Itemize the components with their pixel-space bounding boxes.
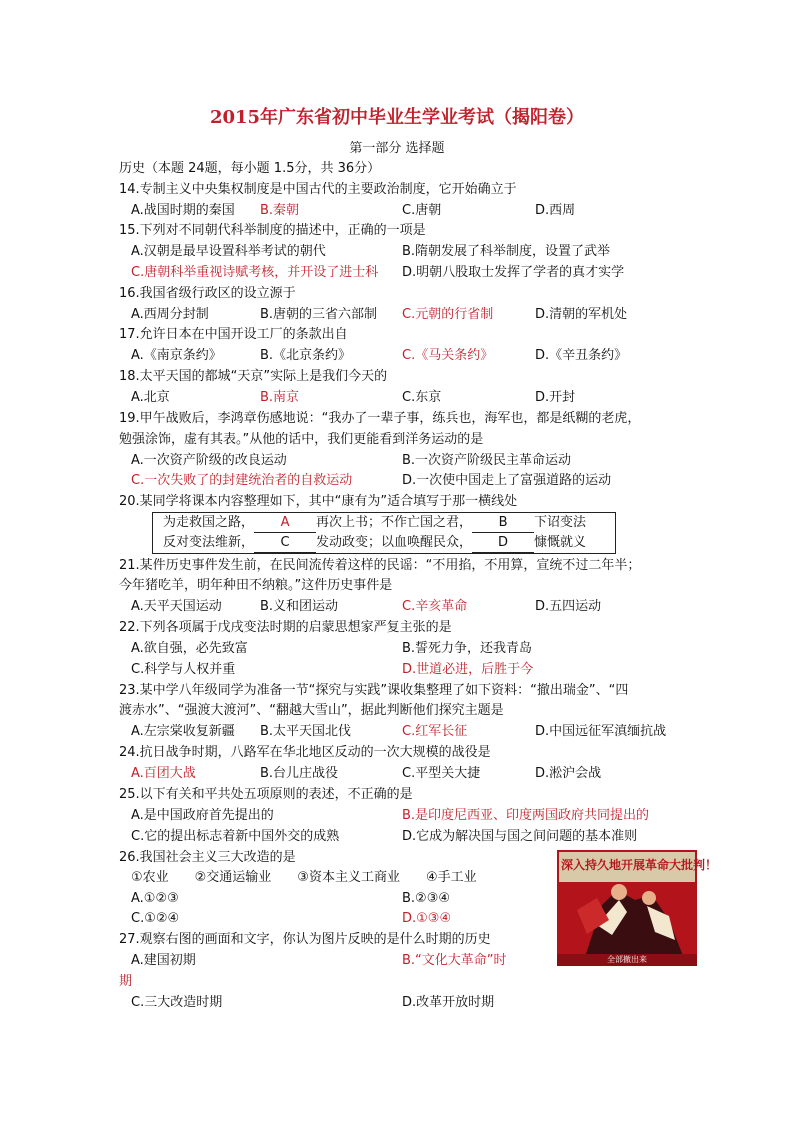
q26-option-d: D.①③④ [402, 911, 452, 926]
q26-option-a: A.①②③ [131, 891, 179, 906]
q24-option-c: C.平型关大捷 [402, 766, 481, 781]
q18-option-c: C.东京 [402, 390, 442, 405]
q21-option-a: A.天平天国运动 [131, 599, 222, 614]
question-18-stem: 18.太平天国的都城“天京”实际上是我们今天的 [119, 369, 388, 384]
q23-option-d: D.中国远征军滇缅抗战 [535, 724, 667, 739]
question-20-stem: 20.某同学将课本内容整理如下，其中“康有为”适合填写于那一横线处 [119, 494, 518, 509]
question-16-stem: 16.我国省级行政区的设立源于 [119, 286, 296, 301]
q25-option-a: A.是中国政府首先提出的 [131, 808, 274, 823]
q25-option-c: C.它的提出标志着新中国外交的成熟 [131, 829, 340, 844]
q24-option-d: D.淞沪会战 [535, 766, 602, 781]
question-15-stem: 15.下列对不同朝代科举制度的描述中，正确的一项是 [119, 223, 426, 238]
q14-option-c: C.唐朝 [402, 203, 442, 218]
q27-option-a: A.建国初期 [131, 953, 196, 968]
q14-option-d: D.西周 [535, 203, 576, 218]
question-26-items: ①农业 ②交通运输业 ③资本主义工商业 ④手工业 [131, 870, 477, 885]
q14-option-b: B.秦朝 [260, 203, 300, 218]
q18-option-b: B.南京 [260, 390, 300, 405]
q20-text-b-before: 再次上书；不作亡国之君， [316, 515, 473, 530]
q22-option-a: A.欲自强，必先致富 [131, 641, 248, 656]
question-17-stem: 17.允许日本在中国开设工厂的条款出自 [119, 327, 348, 342]
exam-title: 2015年广东省初中毕业生学业考试（揭阳卷） [209, 107, 585, 128]
q20-text-c-before: 反对变法维新， [163, 535, 255, 550]
q17-option-a: A.《南京条约》 [131, 348, 222, 363]
q21-option-d: D.五四运动 [535, 599, 602, 614]
q17-option-c: C.《马关条约》 [402, 348, 494, 363]
q23-option-b: B.太平天国北伐 [260, 724, 352, 739]
question-19-stem-line1: 19.甲午战败后，李鸿章伤感地说：“我办了一辈子事，练兵也，海军也，都是纸糊的老虎， [119, 411, 641, 426]
poster-slogan: 深入持久地开展革命大批判！ [561, 858, 718, 872]
cultural-revolution-poster-image [557, 850, 718, 966]
q24-option-b: B.台儿庄战役 [260, 766, 339, 781]
question-24-stem: 24.抗日战争时期，八路军在华北地区反动的一次大规模的战役是 [119, 745, 491, 760]
q27-option-b: B.“文化大革命”时 [402, 953, 507, 968]
q20-text-d-after: 慷慨就义 [534, 535, 587, 550]
q20-box-row2 [163, 534, 586, 553]
q15-option-d: D.明朝八股取士发挥了学者的真才实学 [402, 265, 625, 280]
q27-option-c: C.三大改造时期 [131, 995, 223, 1010]
q20-table-box [152, 512, 616, 554]
q15-option-b: B.隋朝发展了科举制度，设置了武举 [402, 244, 611, 259]
q20-blank-b: B [472, 514, 534, 533]
q15-option-a: A.汉朝是最早设置科举考试的朝代 [131, 244, 326, 259]
q21-option-c: C.辛亥革命 [402, 599, 468, 614]
q19-option-d: D.一次使中国走上了富强道路的运动 [402, 473, 612, 488]
q16-option-d: D.清朝的军机处 [535, 307, 628, 322]
q19-option-a: A.一次资产阶级的改良运动 [131, 453, 287, 468]
q19-option-c: C.一次失败了的封建统治者的自救运动 [131, 473, 353, 488]
question-22-stem: 22.下列各项属于戊戌变法时期的启蒙思想家严复主张的是 [119, 620, 452, 635]
q20-blank-d: D [472, 534, 534, 553]
question-26-stem: 26.我国社会主义三大改造的是 [119, 850, 296, 865]
q14-option-a: A.战国时期的秦国 [131, 203, 235, 218]
question-19-stem-line2: 勉强涂饰，虚有其表。”从他的话中，我们更能看到洋务运动的是 [119, 432, 484, 447]
q15-option-c: C.唐朝科举重视诗赋考核，并开设了进士科 [131, 265, 379, 280]
q23-option-a: A.左宗棠收复新疆 [131, 724, 235, 739]
q24-option-a: A.百团大战 [131, 766, 196, 781]
q20-text-b-after: 下诏变法 [534, 515, 587, 530]
q16-option-a: A.西周分封制 [131, 307, 209, 322]
q20-text-a-before: 为走救国之路， [163, 515, 255, 530]
poster-caption: 全部撤出来 [607, 955, 647, 964]
question-23-stem-line2: 渡赤水”、“强渡大渡河”、“翻越大雪山”，据此判断他们探究主题是 [119, 703, 504, 718]
question-21-stem-line1: 21.某件历史事件发生前，在民间流传着这样的民谣：“不用掐，不用算，宣统不过二年半； [119, 558, 641, 573]
question-21-stem-line2: 今年猪吃羊，明年种田不纳粮。”这件历史事件是 [119, 578, 393, 593]
question-27-stem: 27.观察右图的画面和文字，你认为图片反映的是什么时期的历史 [119, 932, 491, 947]
q26-option-b: B.②③④ [402, 891, 451, 906]
question-23-stem-line1: 23.某中学八年级同学为准备一节“探究与实践”课收集整理了如下资料：“撤出瑞金”、“四 [119, 683, 629, 698]
q20-box-row1 [163, 514, 586, 533]
section-heading: 第一部分 选择题 [349, 141, 445, 156]
q22-option-d: D.世道必进，后胜于今 [402, 662, 534, 677]
q20-text-d-before: 发动政变；以血唤醒民众， [316, 535, 473, 550]
section-intro: 历史（本题 24题，每小题 1.5分，共 36分） [119, 161, 381, 176]
q22-option-c: C.科学与人权并重 [131, 662, 236, 677]
q18-option-d: D.开封 [535, 390, 576, 405]
q27-option-b-wrap: 期 [119, 974, 133, 989]
q26-option-c: C.①②④ [131, 911, 180, 926]
q17-option-b: B.《北京条约》 [260, 348, 352, 363]
question-25-stem: 25.以下有关和平共处五项原则的表述，不正确的是 [119, 787, 413, 802]
q17-option-d: D.《辛丑条约》 [535, 348, 628, 363]
q27-option-d: D.改革开放时期 [402, 995, 495, 1010]
q23-option-c: C.红军长征 [402, 724, 468, 739]
q18-option-a: A.北京 [131, 390, 170, 405]
q25-option-d: D.它成为解决国与国之间问题的基本准则 [402, 829, 638, 844]
question-14-stem: 14.专制主义中央集权制度是中国古代的主要政治制度，它开始确立于 [119, 182, 517, 197]
q20-blank-a: A [254, 514, 316, 533]
q21-option-b: B.义和团运动 [260, 599, 339, 614]
q20-blank-c: C [254, 534, 316, 553]
q19-option-b: B.一次资产阶级民主革命运动 [402, 453, 572, 468]
q16-option-b: B.唐朝的三省六部制 [260, 307, 378, 322]
q25-option-b: B.是印度尼西亚、印度两国政府共同提出的 [402, 808, 650, 823]
q22-option-b: B.誓死力争，还我青岛 [402, 641, 533, 656]
q16-option-c: C.元朝的行省制 [402, 307, 494, 322]
